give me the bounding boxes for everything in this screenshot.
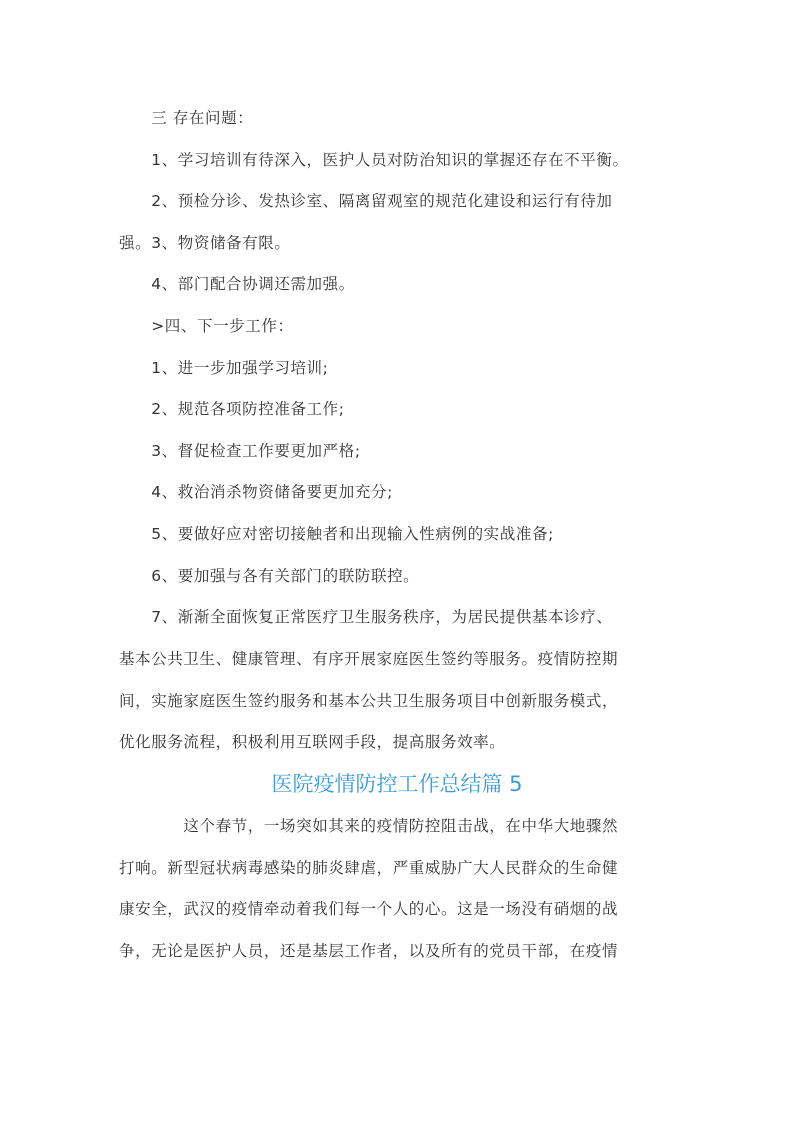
paragraph-line: 强。3、物资储备有限。 — [119, 234, 291, 252]
paragraph-line: 2、预检分诊、发热诊室、隔离留观室的规范化建设和运行有待加 — [119, 192, 613, 210]
paragraph-line: 康安全，武汉的疫情牵动着我们每一个人的心。这是一场没有硝烟的战 — [119, 900, 619, 918]
article-heading: 医院疫情防控工作总结篇 5 — [271, 772, 523, 796]
paragraph-line: 争，无论是医护人员，还是基层工作者，以及所有的党员干部，在疫情 — [119, 942, 619, 960]
paragraph-line: 这个春节，一场突如其来的疫情防控阻击战，在中华大地骤然 — [119, 817, 619, 835]
list-item: 3、督促检查工作要更加严格; — [119, 442, 361, 460]
list-item: 2、规范各项防控准备工作; — [119, 400, 345, 418]
list-item: 4、救治消杀物资储备要更加充分; — [119, 483, 393, 501]
paragraph-line: 1、学习培训有待深入，医护人员对防治知识的掌握还存在不平衡。 — [119, 151, 629, 169]
paragraph-line: 间，实施家庭医生签约服务和基本公共卫生服务项目中创新服务模式， — [119, 692, 619, 710]
section-heading-problems: 三 存在问题： — [119, 109, 254, 127]
paragraph-line: 打响。新型冠状病毒感染的肺炎肆虐，严重威胁广大人民群众的生命健 — [119, 859, 619, 877]
paragraph-line: 4、部门配合协调还需加强。 — [119, 275, 355, 293]
paragraph-line: 基本公共卫生、健康管理、有序开展家庭医生签约等服务。疫情防控期 — [119, 650, 619, 668]
list-item: 7、渐渐全面恢复正常医疗卫生服务秩序，为居民提供基本诊疗、 — [119, 608, 613, 626]
list-item: 6、要加强与各有关部门的联防联控。 — [119, 567, 420, 585]
list-item: 1、进一步加强学习培训; — [119, 359, 329, 377]
paragraph-line: 优化服务流程，积极利用互联网手段，提高服务效率。 — [119, 733, 506, 751]
list-item: 5、要做好应对密切接触者和出现输入性病例的实战准备; — [119, 525, 554, 543]
section-heading-next-steps: >四、下一步工作： — [119, 317, 294, 335]
